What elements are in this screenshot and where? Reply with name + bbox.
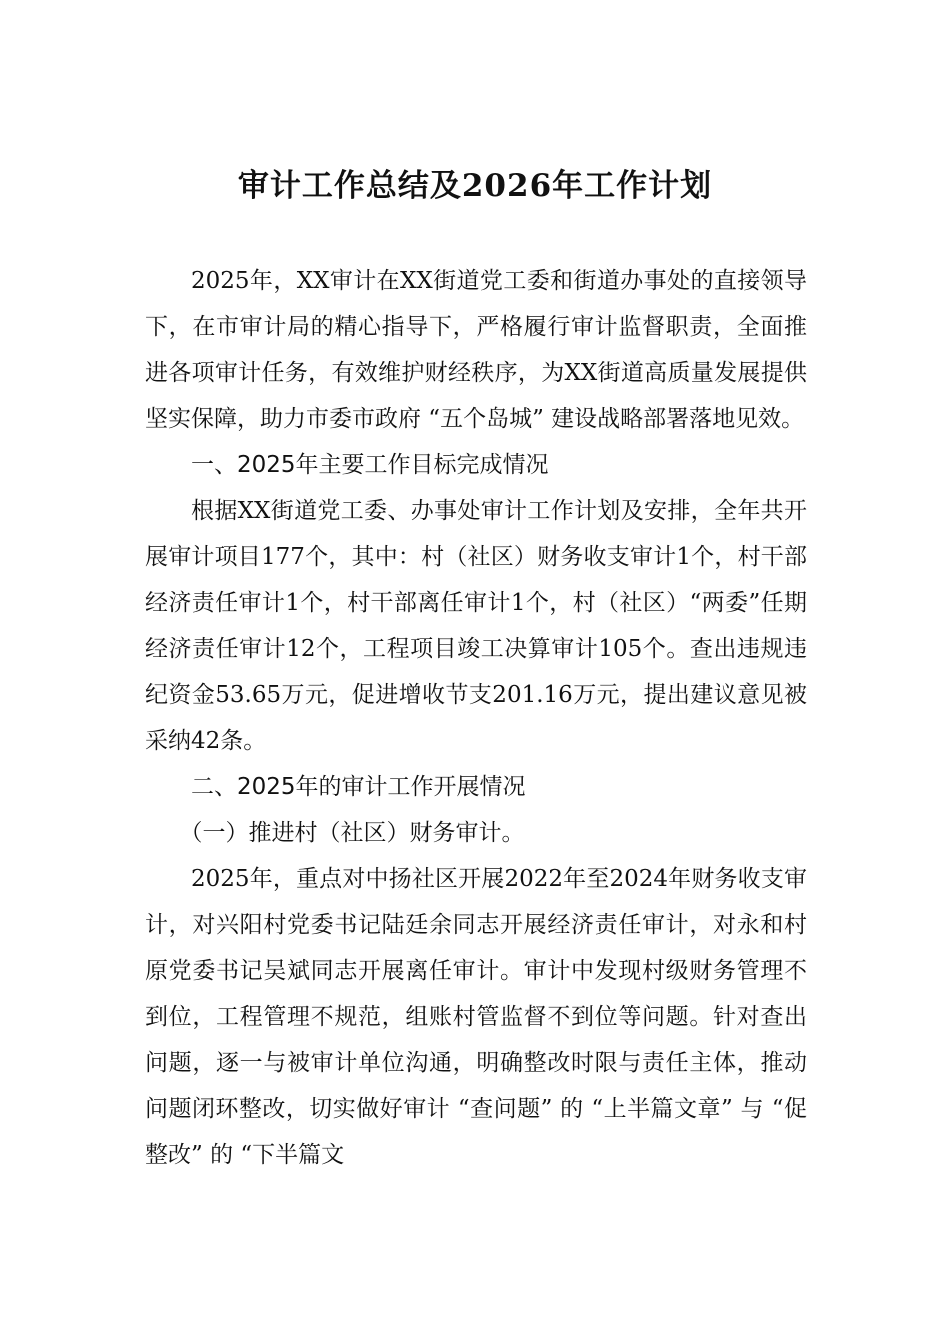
- section-2-heading: 二、2025年的审计工作开展情况: [191, 774, 526, 800]
- intro-paragraph: 2025年，XX审计在XX街道党工委和街道办事处的直接领导下，在市审计局的精心指导下，严格履行审计监督职责，全面推进各项审计任务，有效维护财经秩序，为XX街道高质量发展提供坚实保障，助力市委市政府 “五个岛城” 建设战略部署落地见效。: [145, 268, 807, 432]
- document-title: 审计工作总结及2026年工作计划: [237, 168, 713, 204]
- section-1-paragraph: 根据XX街道党工委、办事处审计工作计划及安排，全年共开展审计项目177个，其中：村（社区）财务收支审计1个，村干部经济责任审计1个，村干部离任审计1个，村（社区）“两委”任期经济责任审计12个，工程项目竣工决算审计105个。查出违规违纪资金53.65万元，促进增收节支201.16万元，提出建议意见被采纳42条。: [145, 498, 807, 754]
- document-body: [145, 258, 807, 1178]
- subsection-1-heading: （一）推进村（社区）财务审计。: [179, 820, 525, 846]
- section-1-heading: 一、2025年主要工作目标完成情况: [191, 452, 549, 478]
- subsection-1-paragraph: 2025年，重点对中扬社区开展2022年至2024年财务收支审计，对兴阳村党委书记陆廷余同志开展经济责任审计，对永和村原党委书记吴斌同志开展离任审计。审计中发现村级财务管理不到位，工程管理不规范，组账村管监督不到位等问题。针对查出问题，逐一与被审计单位沟通，明确整改时限与责任主体，推动问题闭环整改，切实做好审计 “查问题” 的 “上半篇文章” 与 “促整改” 的 “下半篇文: [145, 866, 807, 1168]
